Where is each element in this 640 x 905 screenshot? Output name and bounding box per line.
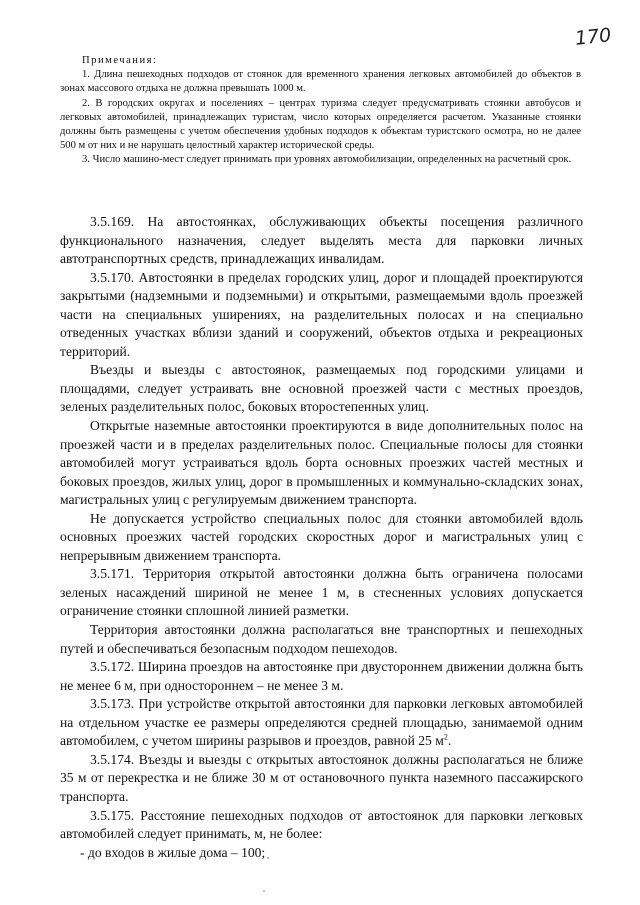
body-text xyxy=(60,213,583,862)
note-1: 1. Длина пешеходных подходов от стоянок для временного хранения легковых автомобилей до объектов в зонах массового отдыха не должна превышать 1000 м. xyxy=(60,69,581,95)
paragraph-3-5-169: 3.5.169. На автостоянках, обслуживающих объекты посещения различного функционального назначения, следует выделять места для парковки личных автотранспортных средств, принадлежащих инвалидам. xyxy=(60,214,583,267)
paragraph-3-5-170: 3.5.170. Автостоянки в пределах городских улиц, дорог и площадей проектируются закрытыми (надземными и подземными) и открытыми, размещаемыми вдоль проезжей части на специальных уширениях, на разделительных полосах и на специально отведенных участках вблизи зданий и сооружений, объектов отдыха и рекреационых территорий. xyxy=(60,269,583,359)
paragraph-entrances: Въезды и выезды с автостоянок, размещаемых под городскими улицами и площадями, следует устраивать вне основной проезжей части с местных проездов, зеленых разделительных полос, боковых второстепенных улиц. xyxy=(60,362,583,415)
list-item-residential: - до входов в жилые дома – 100; xyxy=(80,844,266,860)
paragraph-territory: Территория автостоянки должна располагаться вне транспортных и пешеходных путей и обеспечиваться безопасным подходом пешеходов. xyxy=(60,622,583,656)
p173-end: . xyxy=(447,733,452,749)
p173-superscript: 2 xyxy=(443,732,448,742)
p173-text: 3.5.173. При устройстве открытой автостоянки для парковки легковых автомобилей на отдельном участке ее размеры определяются средней площадью, занимаемой одним автомобилем, с учетом ширины разрывов и проездов, равной 25 м xyxy=(60,696,583,749)
scan-speck xyxy=(267,857,269,859)
paragraph-3-5-173 xyxy=(60,695,583,751)
paragraph-3-5-175: 3.5.175. Расстояние пешеходных подходов от автостоянок для парковки легковых автомобилей следует принимать, м, не более: xyxy=(60,807,583,842)
note-2: 2. В городских округах и поселениях – центрах туризма следует предусматривать стоянки автобусов и легковых автомобилей, принадлежащих туристам, число которых определяется расчетом. Указанные стоянки должны быть размещены с учетом обеспечения удобных подходов к объектам туристского осмотра, но не далее 500 м от них и не нарушать целостный характер исторической среды. xyxy=(60,97,581,152)
paragraph-prohibition: Не допускается устройство специальных полос для стоянки автомобилей вдоль основных проезжих частей городских скоростных дорог и магистральных улиц с непрерывным движением транспорта. xyxy=(60,510,583,563)
note-3: 3. Число машино-мест следует принимать при уровнях автомобилизации, определенных на расчетный срок. xyxy=(82,154,572,166)
paragraph-3-5-171: 3.5.171. Территория открытой автостоянки должна быть ограничена полосами зеленых насаждений шириной не менее 1 м, в стесненных условиях допускается ограничение стоянки сплошной линией разметки. xyxy=(60,566,583,619)
paragraph-3-5-172: 3.5.172. Ширина проездов на автостоянке при двустороннем движении должна быть не менее 6 м, при одностороннем – не менее 3 м. xyxy=(60,659,583,693)
page-number: 170 xyxy=(573,24,613,50)
notes-block xyxy=(60,54,581,168)
paragraph-3-5-174: 3.5.174. Въезды и выезды с открытых автостоянок должны располагаться не ближе 35 м от перекрестка и не ближе 30 м от остановочного пункта наземного пассажирского транспорта. xyxy=(60,751,583,804)
scan-speck xyxy=(263,890,265,892)
paragraph-open-parking: Открытые наземные автостоянки проектируются в виде дополнительных полос на проезжей части и в пределах разделительных полос. Специальные полосы для стоянки автомобилей могут устраиваться вдоль борта основных проезжих частей местных и боковых проездов, жилых улиц, дорог в промышленных и коммунально-складских зонах, магистральных улиц с регулируемым движением транспорта. xyxy=(60,418,583,508)
notes-title: Примечания: xyxy=(82,55,158,66)
